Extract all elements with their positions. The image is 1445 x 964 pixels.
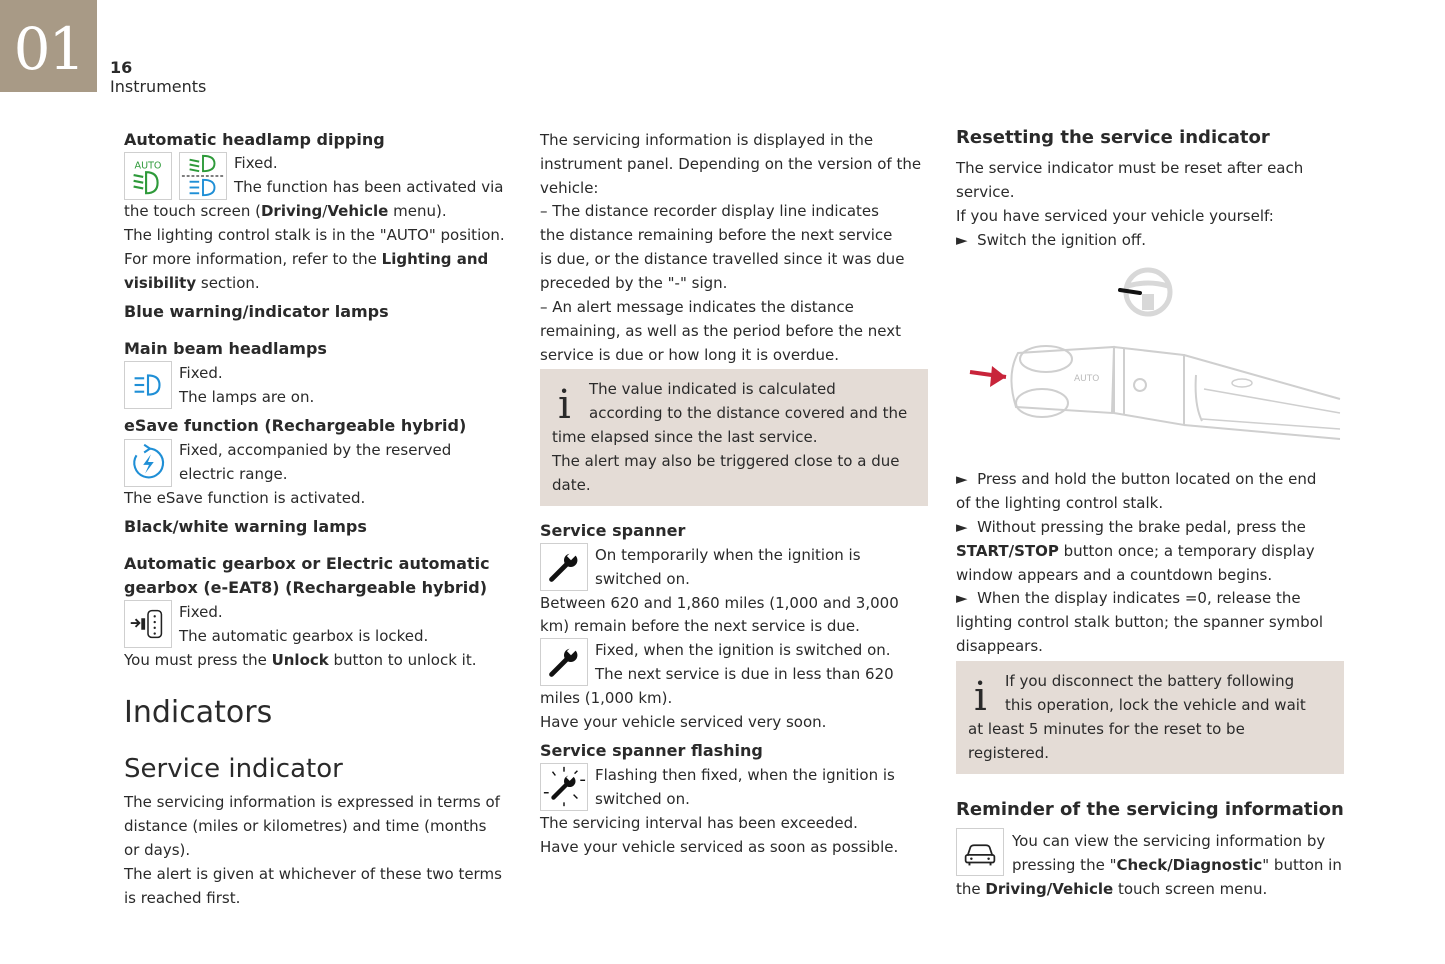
battery-note-line-3: at least 5 minutes for the reset to be [968, 720, 1245, 738]
blue-lamps-heading: Blue warning/indicator lamps [124, 302, 389, 321]
main-beam-icon [124, 361, 172, 409]
reset-line-1: The service indicator must be reset after each [956, 159, 1304, 177]
auto-dip-line-4: For more information, refer to the Lighting and [124, 250, 489, 268]
step3-line-2: lighting control stalk button; the spanner symbol [956, 613, 1324, 631]
main-beam-heading: Main beam headlamps [124, 339, 327, 358]
auto-dip-line-1: The function has been activated via [234, 178, 504, 196]
display-line-7: preceded by the "-" sign. [540, 274, 728, 292]
steering-wheel-icon [1118, 266, 1178, 318]
flashing-line-3: The servicing interval has been exceeded. [540, 814, 858, 832]
main-beam-line-1: Fixed. [179, 364, 223, 382]
reminder-line-2: pressing the "Check/Diagnostic" button in [1012, 856, 1342, 874]
auto-dip-heading: Automatic headlamp dipping [124, 130, 385, 149]
reset-line-4: ► Switch the ignition off. [956, 231, 1146, 249]
chapter-tab [0, 0, 97, 92]
note-line-3: time elapsed since the last service. [552, 428, 818, 446]
note-line-2: according to the distance covered and the [589, 404, 908, 422]
flashing-line-2: switched on. [595, 790, 690, 808]
battery-note-line-4: registered. [968, 744, 1050, 762]
info-icon: i [974, 674, 987, 720]
auto-dip-line-3: The lighting control stalk is in the "AUTO" position. [124, 226, 505, 244]
display-line-10: service is due or how long it is overdue. [540, 346, 840, 364]
esave-heading: eSave function (Rechargeable hybrid) [124, 416, 467, 435]
auto-headlamp-icon [124, 152, 172, 200]
esave-line-3: The eSave function is activated. [124, 489, 366, 507]
display-line-5: the distance remaining before the next service [540, 226, 893, 244]
battery-note-line-2: this operation, lock the vehicle and wait [1005, 696, 1306, 714]
flashing-line-1: Flashing then fixed, when the ignition is [595, 766, 895, 784]
display-line-9: remaining, as well as the period before the next [540, 322, 902, 340]
main-beam-line-2: The lamps are on. [179, 388, 315, 406]
esave-line-2: electric range. [179, 465, 288, 483]
service-indicator-title: Service indicator [124, 754, 343, 784]
reminder-line-3: the Driving/Vehicle touch screen menu. [956, 880, 1268, 898]
bw-lamps-heading: Black/white warning lamps [124, 517, 367, 536]
gearbox-line-2: The automatic gearbox is locked. [179, 627, 429, 645]
spanner-fixed-icon [540, 638, 588, 686]
spanner-heading: Service spanner [540, 521, 686, 540]
step2-line-2: START/STOP button once; a temporary display [956, 542, 1315, 560]
indicators-title: Indicators [124, 695, 273, 730]
display-line-3: vehicle: [540, 179, 599, 197]
spanner-line-5: Fixed, when the ignition is switched on. [595, 641, 891, 659]
flashing-line-4: Have your vehicle serviced as soon as possible. [540, 838, 899, 856]
flashing-heading: Service spanner flashing [540, 741, 763, 760]
svg-text:AUTO: AUTO [1074, 374, 1100, 384]
esave-line-1: Fixed, accompanied by the reserved [179, 441, 452, 459]
spanner-line-4: km) remain before the next service is due. [540, 617, 860, 635]
service-line-1: The servicing information is expressed in terms of [124, 793, 500, 811]
gearbox-line-1: Fixed. [179, 603, 223, 621]
spanner-line-6: The next service is due in less than 620 [595, 665, 894, 683]
note-line-4: The alert may also be triggered close to a due [552, 452, 900, 470]
battery-note-line-1: If you disconnect the battery following [1005, 672, 1295, 690]
auto-dip-line-2: the touch screen (Driving/Vehicle menu). [124, 202, 447, 220]
display-line-2: instrument panel. Depending on the version of the [540, 155, 922, 173]
gearbox-heading-2: gearbox (e-EAT8) (Rechargeable hybrid) [124, 578, 488, 597]
note-line-5: date. [552, 476, 591, 494]
auto-dip-line-5: visibility section. [124, 274, 260, 292]
display-line-6: is due, or the distance travelled since it was due [540, 250, 905, 268]
spanner-line-7: miles (1,000 km). [540, 689, 673, 707]
spanner-line-8: Have your vehicle serviced very soon. [540, 713, 827, 731]
step2-line-3: window appears and a countdown begins. [956, 566, 1273, 584]
dipped-main-switch-icon [179, 152, 227, 200]
gearbox-line-3: You must press the Unlock button to unlock it. [124, 651, 477, 669]
service-line-3: or days). [124, 841, 191, 859]
reset-heading: Resetting the service indicator [956, 127, 1270, 148]
service-line-2: distance (miles or kilometres) and time (months [124, 817, 487, 835]
svg-text:AUTO: AUTO [134, 160, 162, 172]
reminder-heading: Reminder of the servicing information [956, 799, 1344, 820]
service-line-5: is reached first. [124, 889, 241, 907]
reset-line-3: If you have serviced your vehicle yourself: [956, 207, 1274, 225]
reminder-line-1: You can view the servicing information by [1012, 832, 1326, 850]
spanner-line-1: On temporarily when the ignition is [595, 546, 861, 564]
step2-line-1: ► Without pressing the brake pedal, press the [956, 518, 1306, 536]
display-line-1: The servicing information is displayed in the [540, 131, 874, 149]
spanner-flashing-icon [540, 763, 588, 811]
esave-icon [124, 439, 172, 487]
spanner-icon [540, 543, 588, 591]
gearbox-lock-icon [124, 600, 172, 648]
reset-line-2: service. [956, 183, 1015, 201]
step1-line-1: ► Press and hold the button located on the end [956, 470, 1317, 488]
page-number: 16 [110, 58, 133, 77]
step1-line-2: of the lighting control stalk. [956, 494, 1164, 512]
lighting-stalk-illustration [966, 335, 1344, 455]
chapter-number: 01 [13, 15, 84, 83]
display-line-8: – An alert message indicates the distance [540, 298, 854, 316]
auto-dip-fixed: Fixed. [234, 154, 278, 172]
note-line-1: The value indicated is calculated [589, 380, 836, 398]
step3-line-1: ► When the display indicates =0, release the [956, 589, 1301, 607]
step3-line-3: disappears. [956, 637, 1043, 655]
display-line-4: – The distance recorder display line indicates [540, 202, 879, 220]
service-line-4: The alert is given at whichever of these two terms [124, 865, 502, 883]
gearbox-heading-1: Automatic gearbox or Electric automatic [124, 554, 490, 573]
section-name: Instruments [110, 77, 207, 96]
info-icon: i [558, 382, 571, 428]
spanner-line-3: Between 620 and 1,860 miles (1,000 and 3,000 [540, 594, 899, 612]
spanner-line-2: switched on. [595, 570, 690, 588]
car-diagnostic-icon [956, 828, 1004, 876]
